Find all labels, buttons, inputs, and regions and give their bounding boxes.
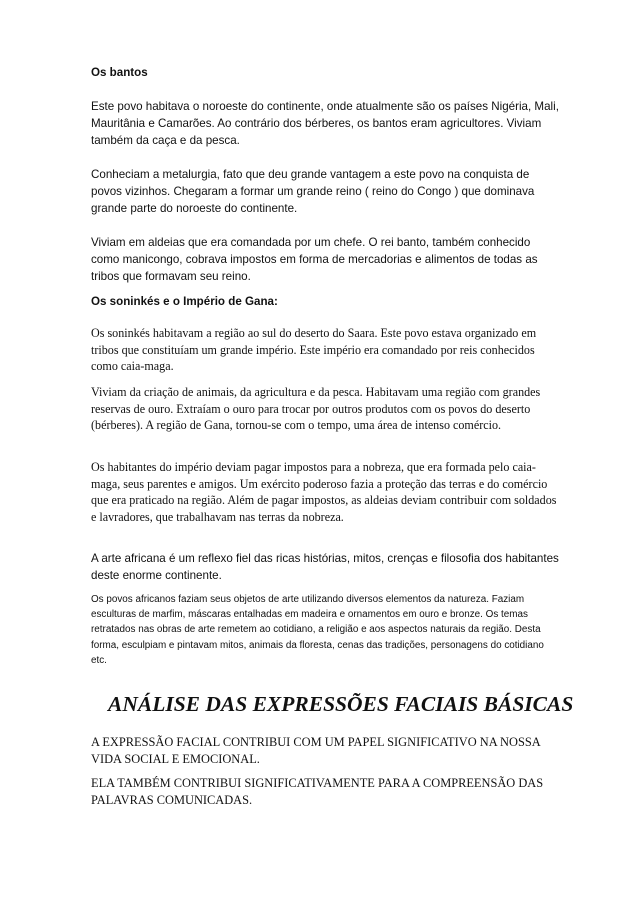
paragraph-expressao-2: ELA TAMBÉM CONTRIBUI SIGNIFICATIVAMENTE PARA A COMPREENSÃO DAS PALAVRAS COMUNICADAS.: [91, 776, 544, 807]
section-title-expressoes: ANÁLISE DAS EXPRESSÕES FACIAIS BÁSICAS: [108, 692, 574, 716]
paragraph-bantos-2: Conheciam a metalurgia, fato que deu grande vantagem a este povo na conquista de povos vizinhos. Chegaram a formar um grande reino ( reino do Congo ) que dominava grande parte do noroeste do continente.: [91, 168, 535, 215]
paragraph-arte-1: A arte africana é um reflexo fiel das ricas histórias, mitos, crenças e filosofia dos habitantes deste enorme continente.: [91, 552, 559, 582]
paragraph-bantos-3: Viviam em aldeias que era comandada por um chefe. O rei banto, também conhecido como manicongo, cobrava impostos em forma de mercadorias e alimentos de todas as tribos que formavam seu reino.: [91, 236, 538, 283]
paragraph-soninkes-1: Os soninkés habitavam a região ao sul do deserto do Saara. Este povo estava organizado em tribos que constituíam um grande império. Este império era comandado por reis conhecidos como caia-maga.: [91, 326, 537, 373]
paragraph-bantos-1: Este povo habitava o noroeste do continente, onde atualmente são os países Nigéria, Mali, Mauritânia e Camarões. Ao contrário dos bérberes, os bantos eram agricultores. Viviam também da caça e da pesca.: [91, 100, 559, 147]
heading-soninkes: Os soninkés e o Império de Gana:: [91, 295, 278, 308]
heading-bantos: Os bantos: [91, 66, 148, 79]
paragraph-soninkes-3: Os habitantes do império deviam pagar impostos para a nobreza, que era formada pelo caia-maga, seus parentes e amigos. Um exército poderoso fazia a proteção das terras e do comércio que era praticado na região. Além de pagar impostos, as aldeias deviam contribuir com soldados e lavradores, que trabalhavam nas terras da nobreza.: [91, 460, 557, 524]
paragraph-expressao-1: A EXPRESSÃO FACIAL CONTRIBUI COM UM PAPEL SIGNIFICATIVO NA NOSSA VIDA SOCIAL E EMOCIONAL.: [91, 735, 540, 766]
paragraph-arte-2: Os povos africanos faziam seus objetos de arte utilizando diversos elementos da natureza. Faziam esculturas de marfim, máscaras entalhadas em madeira e ornamentos em ouro e bronze. Os temas retratados nas obras de arte remetem ao cotidiano, a religião e aos aspectos naturais da região. Desta forma, esculpiam e pintavam mitos, animais da floresta, cenas das tradições, personagens do cotidiano etc.: [91, 594, 544, 666]
paragraph-soninkes-2: Viviam da criação de animais, da agricultura e da pesca. Habitavam uma região com grandes reservas de ouro. Extraíam o ouro para trocar por outros produtos com os povos do deserto (bérberes). A região de Gana, tornou-se com o tempo, uma área de intenso comércio.: [91, 385, 541, 432]
